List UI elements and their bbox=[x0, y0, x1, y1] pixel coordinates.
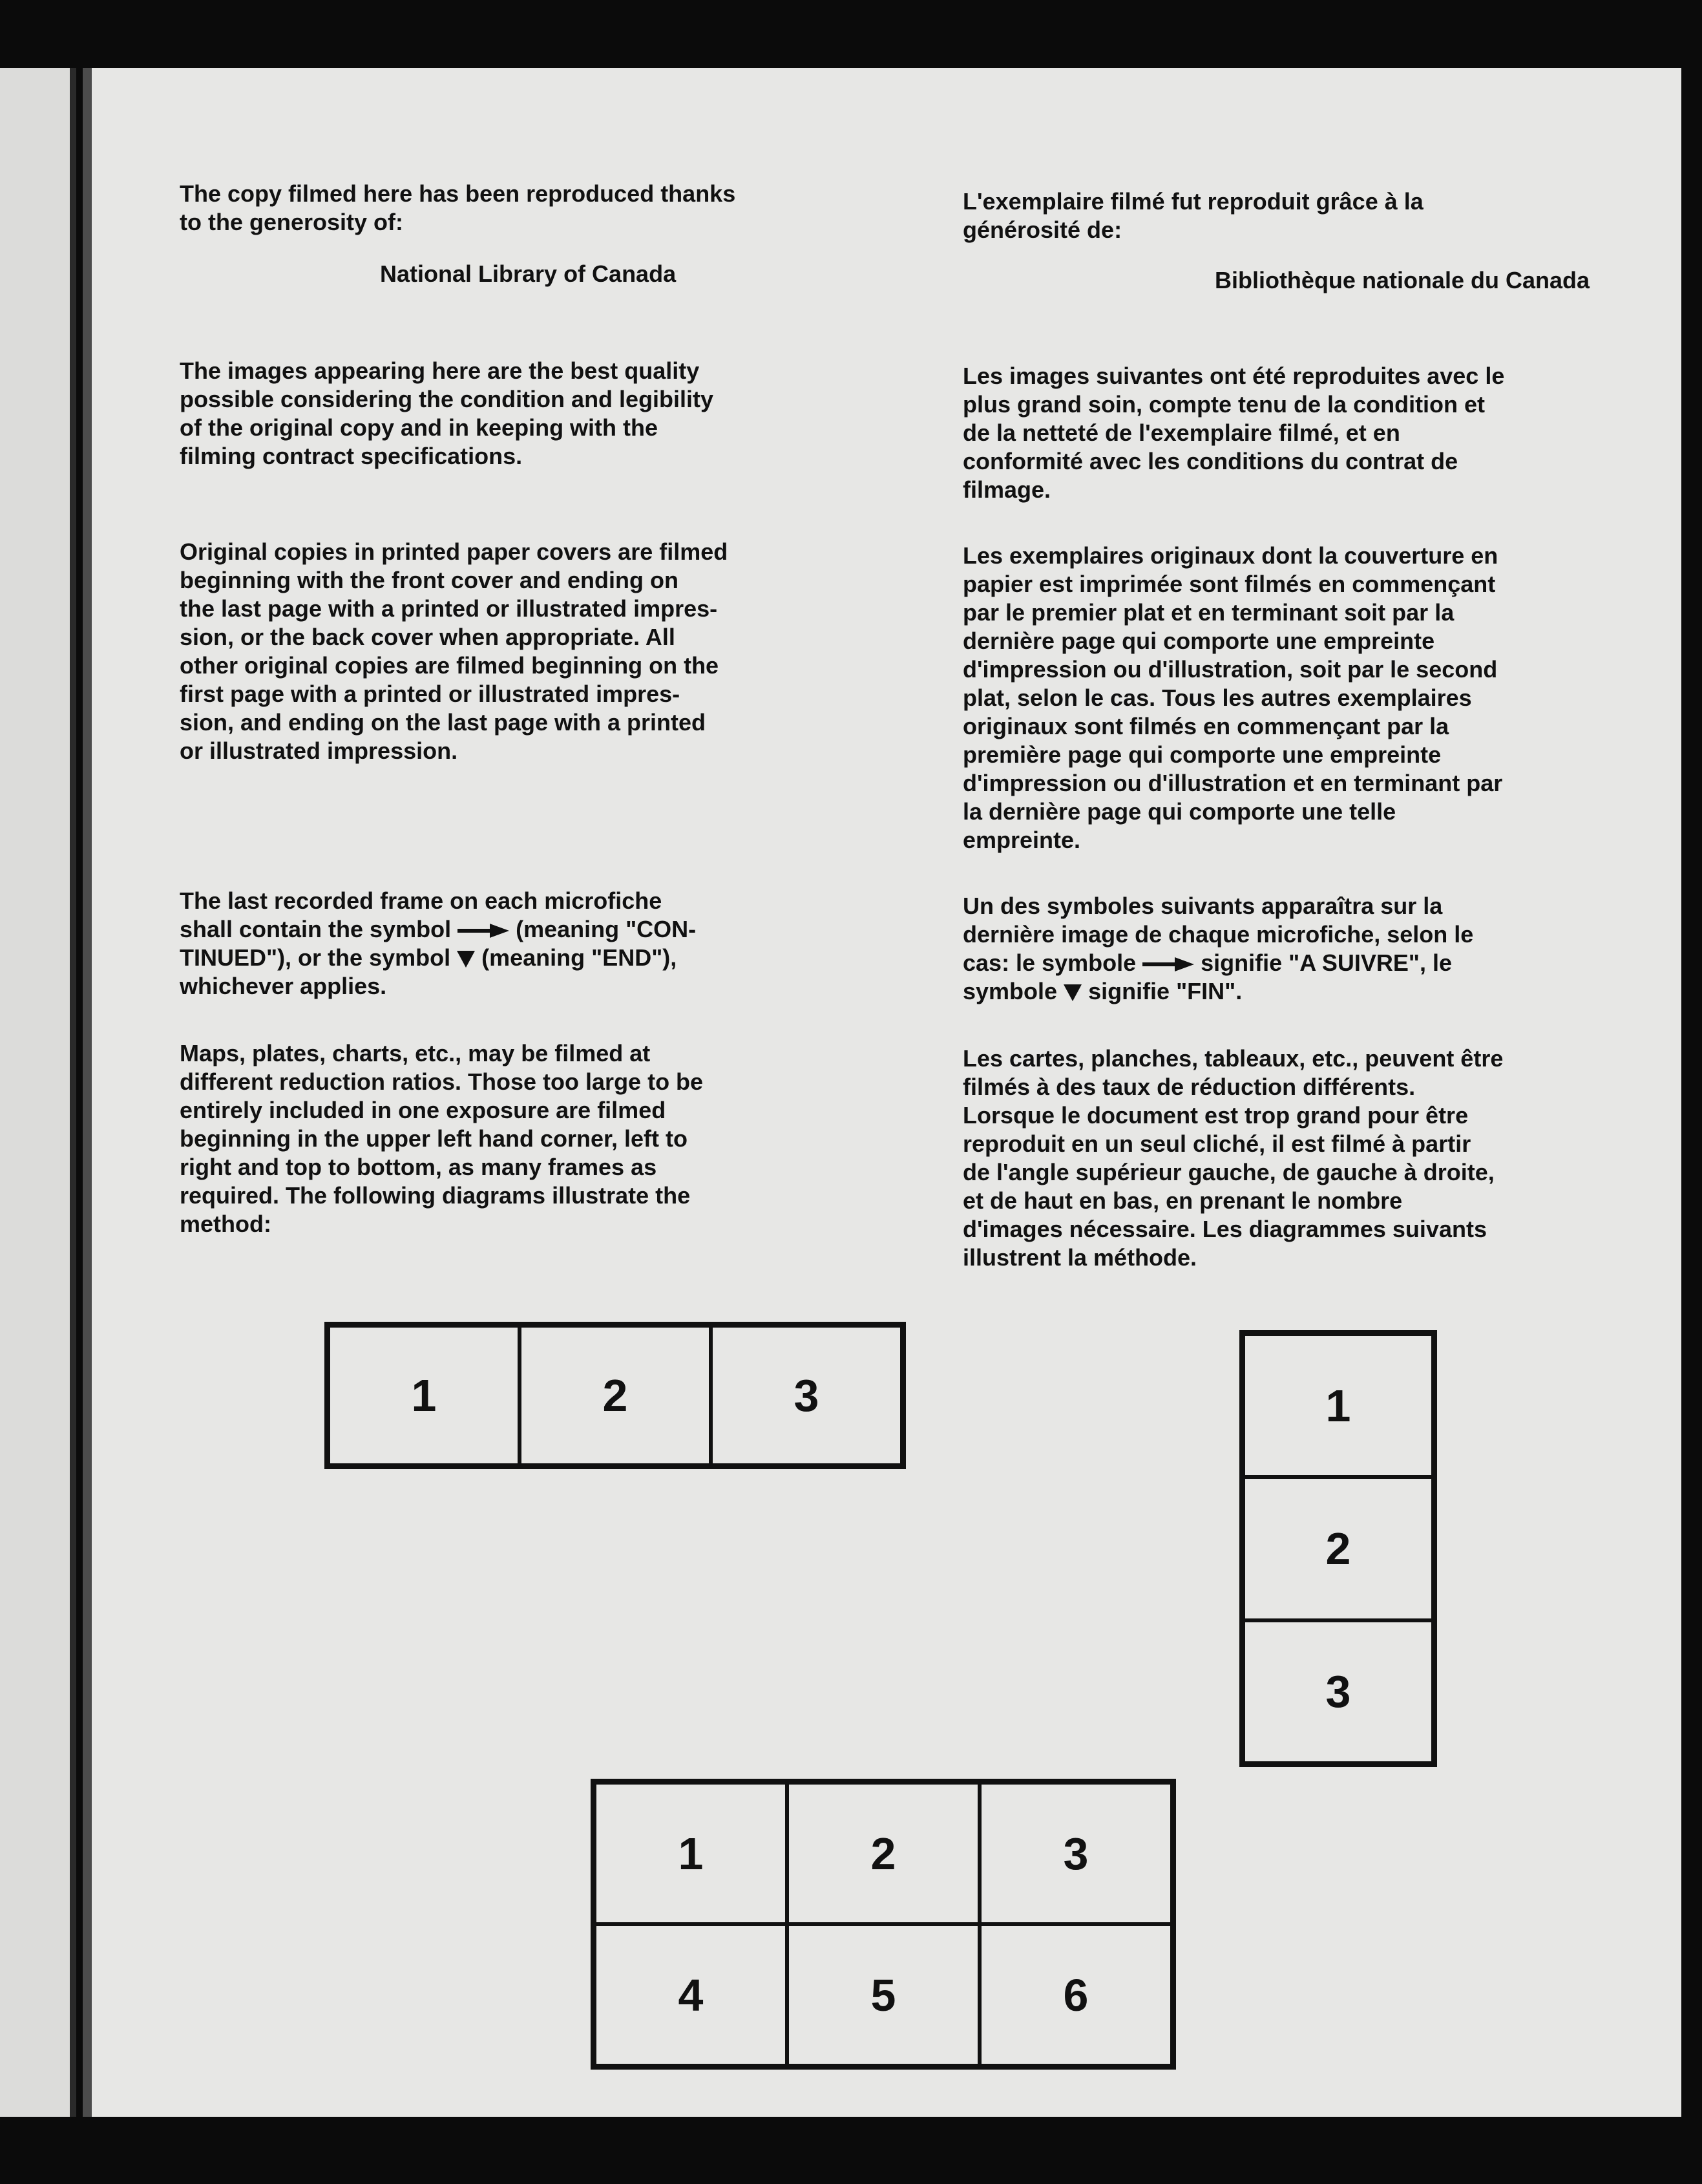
frame-cell: 6 bbox=[980, 1924, 1172, 2066]
right-maps-paragraph: Les cartes, planches, tableaux, etc., peuvent être filmés à des taux de réduction différents. Lorsque le document est trop grand pour être reproduit en un seul cliché, il est filmé à partir de l'angle supérieur gauche, de gauche à droite, et de haut en bas, en prenant le nombre d'images nécessaire. Les diagrammes suivants illustrent la méthode. bbox=[963, 1045, 1504, 1271]
left-symbols-paragraph: The last recorded frame on each microfiche shall contain the symbol (meaning "CON- TINUED"), or the symbol (meaning "END"), whichever applies. bbox=[180, 887, 697, 999]
diagram-horizontal-row bbox=[324, 1322, 906, 1469]
frame-cell: 1 bbox=[594, 1783, 787, 1924]
frame-cell: 5 bbox=[787, 1924, 980, 2066]
right-thanks-paragraph: L'exemplaire filmé fut reproduit grâce à la générosité de: bbox=[963, 188, 1424, 243]
adjacent-page-edge bbox=[0, 68, 76, 2117]
right-library-name: Bibliothèque nationale du Canada bbox=[1214, 267, 1590, 293]
diagram-vertical-column bbox=[1239, 1330, 1437, 1767]
left-quality-paragraph: The images appearing here are the best quality possible considering the condition and legibility of the original copy and in keeping with the filming contract specifications. bbox=[180, 357, 714, 469]
frame-cell: 2 bbox=[1243, 1477, 1433, 1620]
right-quality-paragraph: Les images suivantes ont été reproduites avec le plus grand soin, compte tenu de la condition et de la netteté de l'exemplaire filmé, et en conformité avec les conditions du contrat de filmage. bbox=[963, 363, 1505, 503]
right-originals-paragraph: Les exemplaires originaux dont la couverture en papier est imprimée sont filmés en commençant par le premier plat et en terminant soit par la dernière page qui comporte une empreinte d'impression ou d'illustration, soit par le second plat, selon le cas. Tous les autres exemplaires originaux sont filmés en commençant par la première page qui comporte une empreinte d'impression ou d'illustration et en terminant par la dernière page qui comporte une telle empreinte. bbox=[963, 542, 1503, 853]
arrow-continued-icon bbox=[457, 922, 509, 939]
left-originals-paragraph: Original copies in printed paper covers are filmed beginning with the front cover and ending on the last page with a printed or illustrated impres- sion, or the back cover when appropriate. All other original copies are filmed beginning on the first page with a printed or illustrated impres- sion, and ending on the last page with a printed or illustrated impression. bbox=[180, 538, 728, 764]
frame-cell: 3 bbox=[980, 1783, 1172, 1924]
left-maps-paragraph: Maps, plates, charts, etc., may be filmed at different reduction ratios. Those too large to be entirely included in one exposure are filmed beginning in the upper left hand corner, left to right and top to bottom, as many frames as required. The following diagrams illustrate the method: bbox=[180, 1040, 704, 1237]
triangle-end-icon bbox=[1064, 984, 1082, 1001]
frame-cell: 1 bbox=[1243, 1334, 1433, 1477]
right-symbols-paragraph: Un des symboles suivants apparaîtra sur la dernière image de chaque microfiche, selon le cas: le symbole signifie "A SUIVRE", le symbole signifie "FIN". bbox=[963, 893, 1474, 1004]
frame-cell: 4 bbox=[594, 1924, 787, 2066]
arrow-continued-icon bbox=[1142, 956, 1194, 973]
frame-cell: 1 bbox=[328, 1326, 520, 1465]
frame-cell: 3 bbox=[711, 1326, 902, 1465]
left-library-name: National Library of Canada bbox=[380, 260, 677, 287]
diagram-grid-2x3 bbox=[591, 1779, 1176, 2070]
left-thanks-paragraph: The copy filmed here has been reproduced thanks to the generosity of: bbox=[180, 180, 736, 235]
triangle-end-icon bbox=[457, 951, 475, 968]
frame-cell: 2 bbox=[520, 1326, 711, 1465]
frame-cell: 2 bbox=[787, 1783, 980, 1924]
frame-cell: 3 bbox=[1243, 1620, 1433, 1763]
